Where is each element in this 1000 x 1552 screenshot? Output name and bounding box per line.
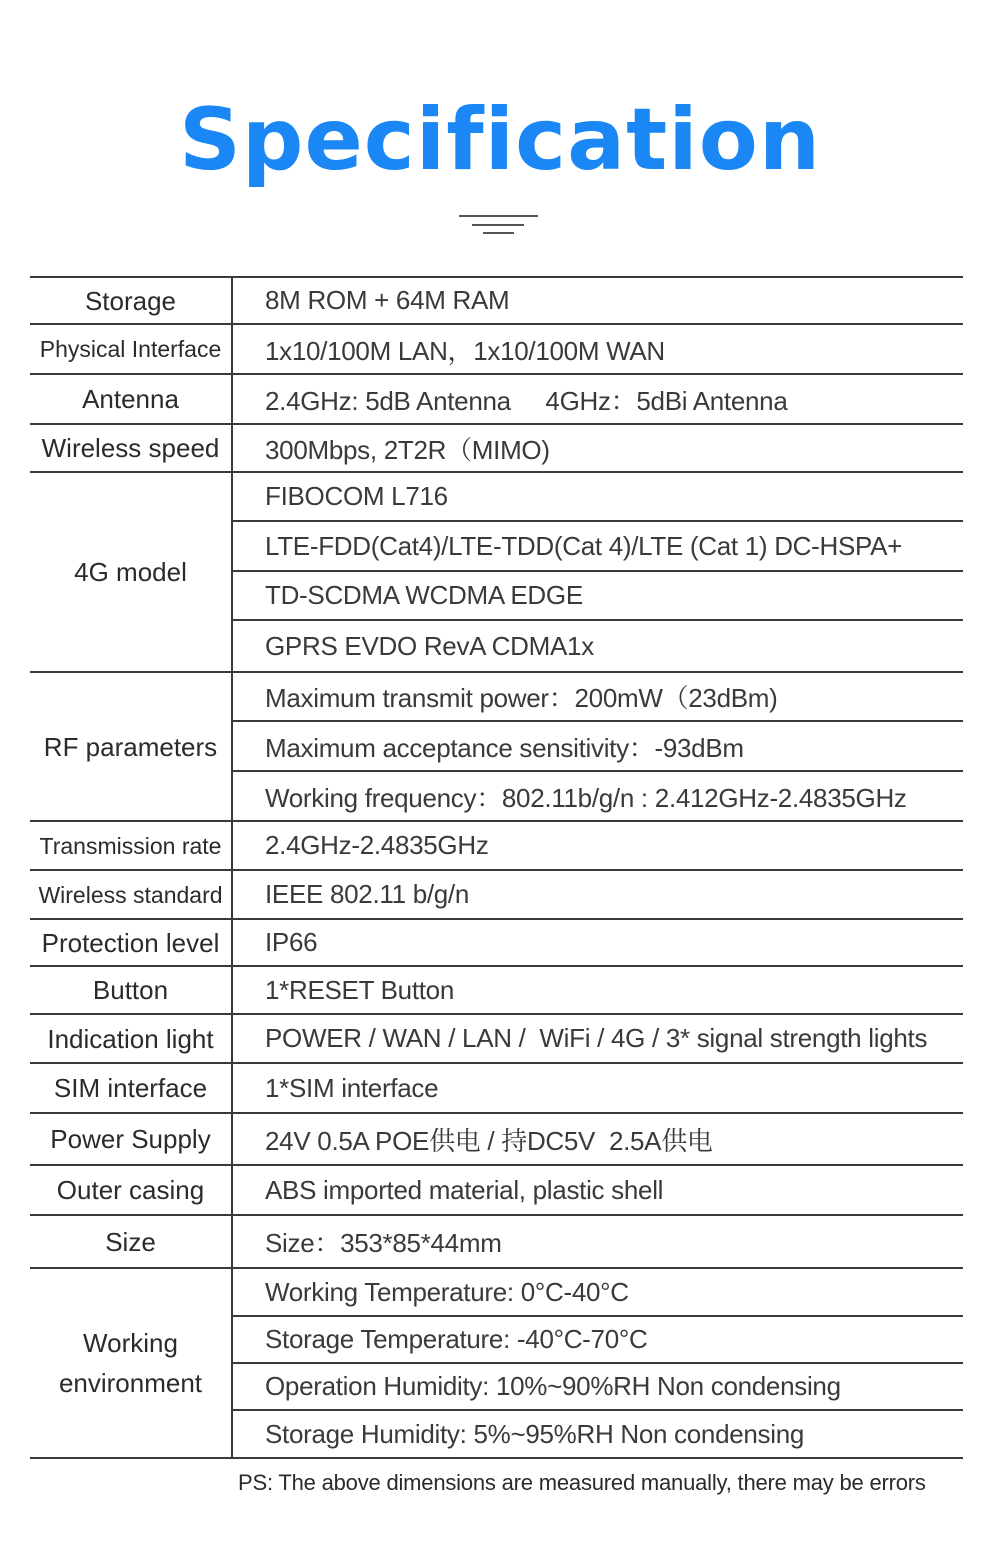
spec-value: Maximum transmit power：200mW（23dBm) xyxy=(233,673,963,722)
spec-label: Outer casing xyxy=(30,1166,233,1214)
spec-value: 1*RESET Button xyxy=(265,974,454,1005)
spec-label: Size xyxy=(30,1216,233,1267)
spec-row-wireless-standard xyxy=(30,871,963,920)
spec-value: 2.4GHz: 5dB Antenna 4GHz：5dBi Antenna xyxy=(265,385,788,416)
spec-row-button xyxy=(30,967,963,1015)
spec-value: Size：353*85*44mm xyxy=(265,1228,502,1258)
spec-row-4g-model xyxy=(30,473,963,673)
spec-row-size xyxy=(30,1216,963,1269)
spec-label: SIM interface xyxy=(30,1064,233,1112)
spec-label: RF parameters xyxy=(30,673,233,820)
spec-label: Wireless speed xyxy=(30,425,233,471)
spec-value: Operation Humidity: 10%~90%RH Non condensing xyxy=(233,1364,963,1411)
spec-row-rf-parameters xyxy=(30,673,963,822)
spec-row-sim-interface xyxy=(30,1064,963,1114)
spec-value: FIBOCOM L716 xyxy=(233,473,963,522)
spec-value: TD-SCDMA WCDMA EDGE xyxy=(233,572,963,621)
spec-label: Transmission rate xyxy=(30,822,233,869)
spec-row-working-environment xyxy=(30,1269,963,1457)
footnote: PS: The above dimensions are measured manually, there may be errors xyxy=(238,1470,926,1495)
spec-row-power-supply xyxy=(30,1114,963,1166)
spec-value: 1x10/100M LAN，1x10/100M WAN xyxy=(265,335,665,366)
spec-label: Physical Interface xyxy=(30,325,233,373)
spec-value: IP66 xyxy=(265,927,318,957)
spec-value: ABS imported material, plastic shell xyxy=(265,1174,664,1205)
spec-value: Working frequency：802.11b/g/n : 2.412GHz-2.4835GHz xyxy=(265,782,907,813)
spec-row-outer-casing xyxy=(30,1166,963,1216)
spec-value: IEEE 802.11 b/g/n xyxy=(265,879,470,909)
spec-row-antenna xyxy=(30,375,963,425)
title-divider xyxy=(459,215,538,235)
spec-label: Antenna xyxy=(30,375,233,423)
spec-value: 8M ROM + 64M RAM xyxy=(265,285,510,315)
spec-value: 2.4GHz-2.4835GHz xyxy=(265,830,489,860)
spec-value: 300Mbps, 2T2R（MIMO) xyxy=(265,434,550,465)
spec-label: Button xyxy=(30,967,233,1013)
spec-label: 4G model xyxy=(30,473,233,671)
spec-label: Storage xyxy=(30,278,233,323)
spec-row-transmission-rate xyxy=(30,822,963,871)
spec-value: Working Temperature: 0°C-40°C xyxy=(233,1269,963,1317)
spec-value: 1*SIM interface xyxy=(265,1072,439,1103)
spec-value: Storage Temperature: -40°C-70°C xyxy=(233,1317,963,1364)
divider-line xyxy=(459,215,538,217)
spec-value: GPRS EVDO RevA CDMA1x xyxy=(265,630,594,661)
divider-line xyxy=(472,224,524,226)
spec-value: Maximum acceptance sensitivity：-93dBm xyxy=(233,722,963,772)
spec-row-physical-interface xyxy=(30,325,963,375)
spec-label: Working environment xyxy=(30,1269,233,1457)
spec-value: LTE-FDD(Cat4)/LTE-TDD(Cat 4)/LTE (Cat 1) DC-HSPA+ xyxy=(233,522,963,572)
spec-table xyxy=(30,276,963,1459)
spec-row-protection-level xyxy=(30,920,963,967)
spec-row-storage xyxy=(30,278,963,325)
spec-row-wireless-speed xyxy=(30,425,963,473)
spec-label: Wireless standard xyxy=(30,871,233,918)
page-title: Specification xyxy=(178,90,822,190)
spec-label: Indication light xyxy=(30,1015,233,1062)
spec-value: 24V 0.5A POE供电 / 持DC5V 2.5A供电 xyxy=(265,1125,713,1156)
spec-label: Protection level xyxy=(30,920,233,965)
spec-row-indication-light xyxy=(30,1015,963,1064)
spec-value: Storage Humidity: 5%~95%RH Non condensing xyxy=(265,1418,805,1449)
spec-value: POWER / WAN / LAN / WiFi / 4G / 3* signal strength lights xyxy=(265,1023,928,1053)
divider-line xyxy=(483,232,514,234)
spec-label: Power Supply xyxy=(30,1114,233,1164)
